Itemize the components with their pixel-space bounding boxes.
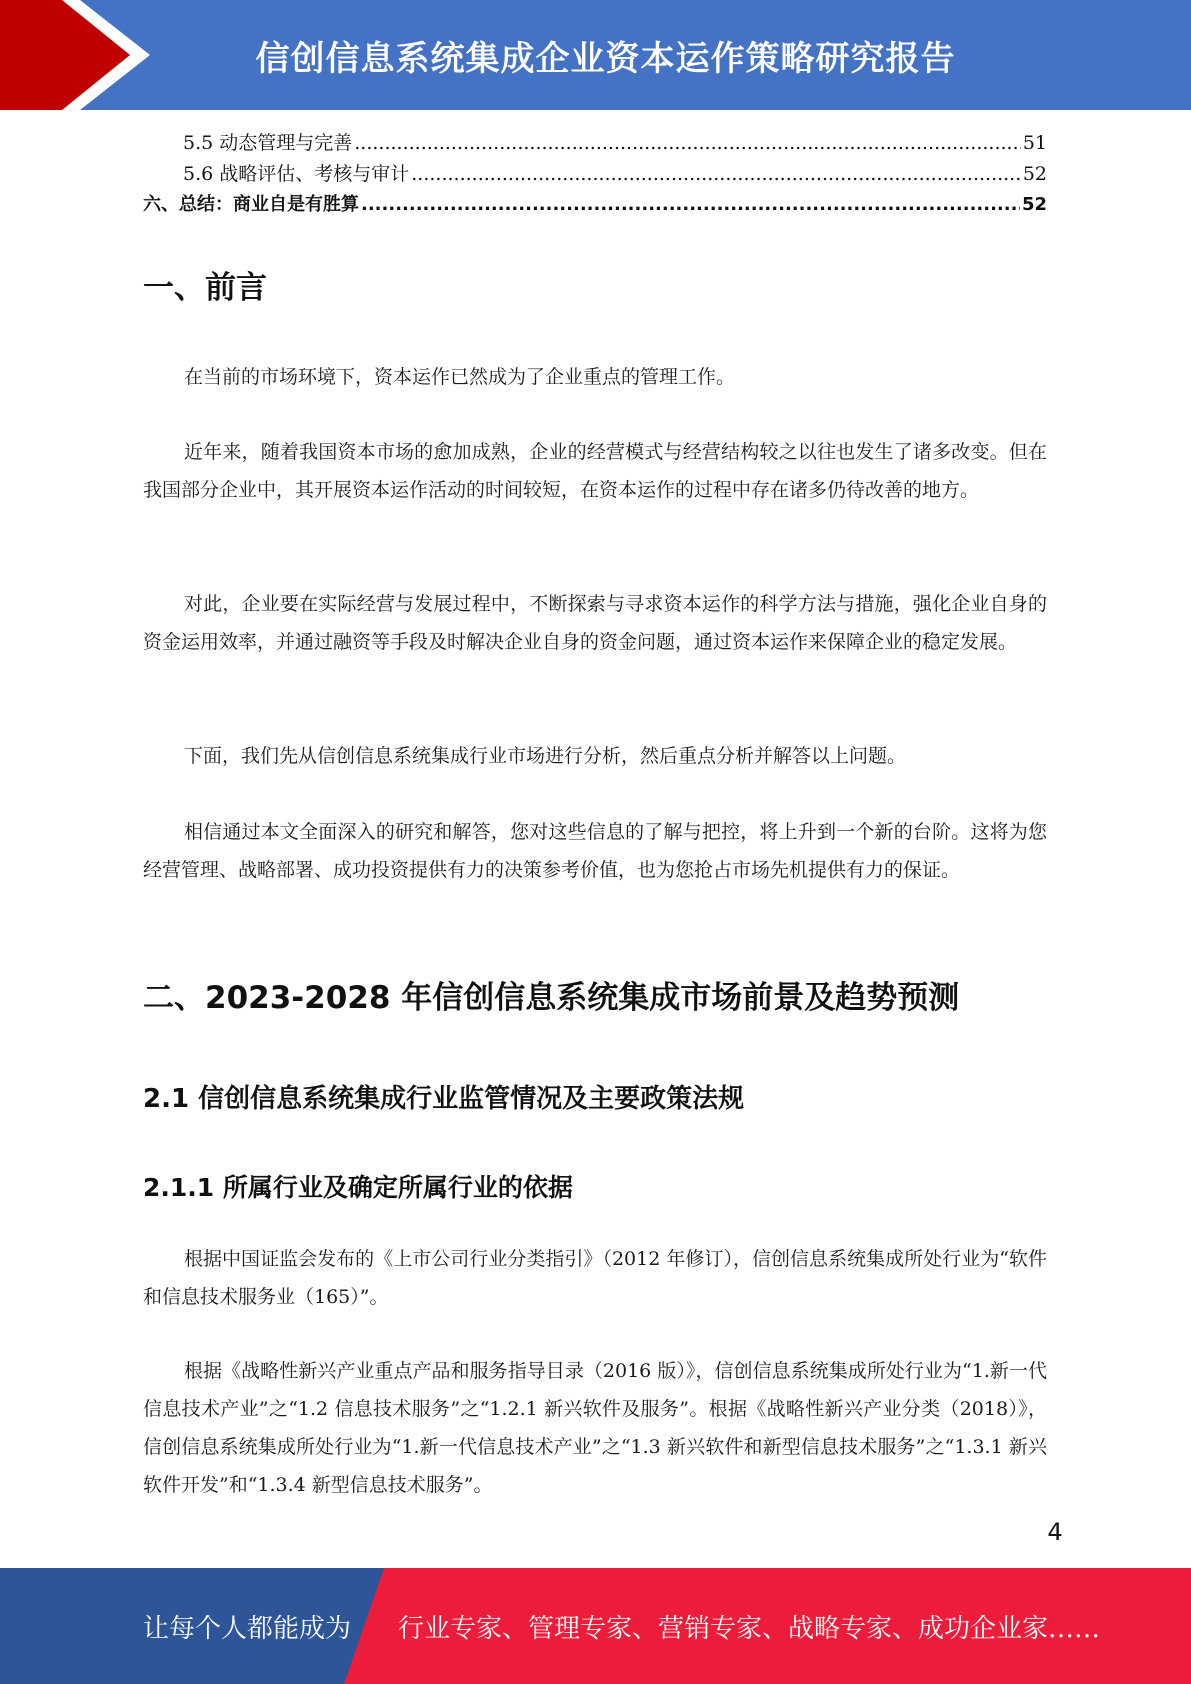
subsubsection-heading: 2.1.1 所属行业及确定所属行业的依据: [143, 1173, 573, 1202]
report-title: 信创信息系统集成企业资本运作策略研究报告: [255, 38, 956, 79]
paragraph: 近年来，随着我国资本市场的愈加成熟，企业的经营模式与经营结构较之以往也发生了诸多改变。但在我国部分企业中，其开展资本运作活动的时间较短，在资本运作的过程中存在诸多仍待改善的地方。: [143, 441, 1047, 501]
toc-entry[interactable]: [143, 159, 1047, 190]
toc-entry-label: 5.6 战略评估、考核与审计: [183, 163, 410, 185]
toc-entry-label: 六、总结：商业自是有胜算: [143, 194, 359, 215]
paragraph: 相信通过本文全面深入的研究和解答，您对这些信息的了解与把控，将上升到一个新的台阶。这将为您经营管理、战略部署、成功投资提供有力的决策参考价值，也为您抢占市场先机提供有力的保证。: [143, 821, 1047, 881]
toc-entry-label: 5.5 动态管理与完善: [183, 132, 353, 154]
toc-entry-page: 52: [1022, 163, 1047, 185]
page-number: 4: [1047, 1518, 1063, 1546]
toc-leader-dots: [354, 132, 1021, 154]
footer-slogan-left: 让每个人都能成为: [143, 1613, 352, 1644]
page-header: [0, 0, 1191, 110]
section-heading-preface: 一、前言: [143, 270, 267, 306]
page-footer: [0, 1568, 1191, 1684]
toc-entry[interactable]: [143, 190, 1047, 221]
toc-leader-dots: [411, 163, 1021, 185]
paragraph: 在当前的市场环境下，资本运作已然成为了企业重点的管理工作。: [184, 366, 736, 388]
footer-slogan-right: 行业专家、管理专家、营销专家、战略专家、成功企业家……: [398, 1613, 1101, 1644]
toc-entry[interactable]: [143, 128, 1047, 159]
table-of-contents: [143, 128, 1047, 221]
subsection-heading: 2.1 信创信息系统集成行业监管情况及主要政策法规: [143, 1084, 745, 1114]
toc-leader-dots: [361, 194, 1020, 215]
paragraph: 根据中国证监会发布的《上市公司行业分类指引》（2012 年修订），信创信息系统集成所处行业为“软件和信息技术服务业（165）”。: [143, 1248, 1047, 1308]
paragraph: 根据《战略性新兴产业重点产品和服务指导目录（2016 版）》，信创信息系统集成所处行业为“1.新一代信息技术产业”之“1.2 信息技术服务”之“1.2.1 新兴软件及服务”。根据《战略性新兴产业分类（2018）》，信创信息系统集成所处行业为“1.新一代信息技术产业”之“1.3 新兴软件和新型信息技术服务”之“1.3.1 新兴软件开发”和“1.3.4 新型信息技术服务”。: [143, 1360, 1047, 1496]
paragraph: 下面，我们先从信创信息系统集成行业市场进行分析，然后重点分析并解答以上问题。: [184, 745, 907, 767]
toc-entry-page: 52: [1021, 194, 1047, 215]
toc-entry-page: 51: [1022, 132, 1047, 154]
section-heading-market-forecast: 二、2023-2028 年信创信息系统集成市场前景及趋势预测: [143, 980, 960, 1016]
paragraph: 对此，企业要在实际经营与发展过程中，不断探索与寻求资本运作的科学方法与措施，强化企业自身的资金运用效率，并通过融资等手段及时解决企业自身的资金问题，通过资本运作来保障企业的稳定发展。: [143, 593, 1047, 653]
